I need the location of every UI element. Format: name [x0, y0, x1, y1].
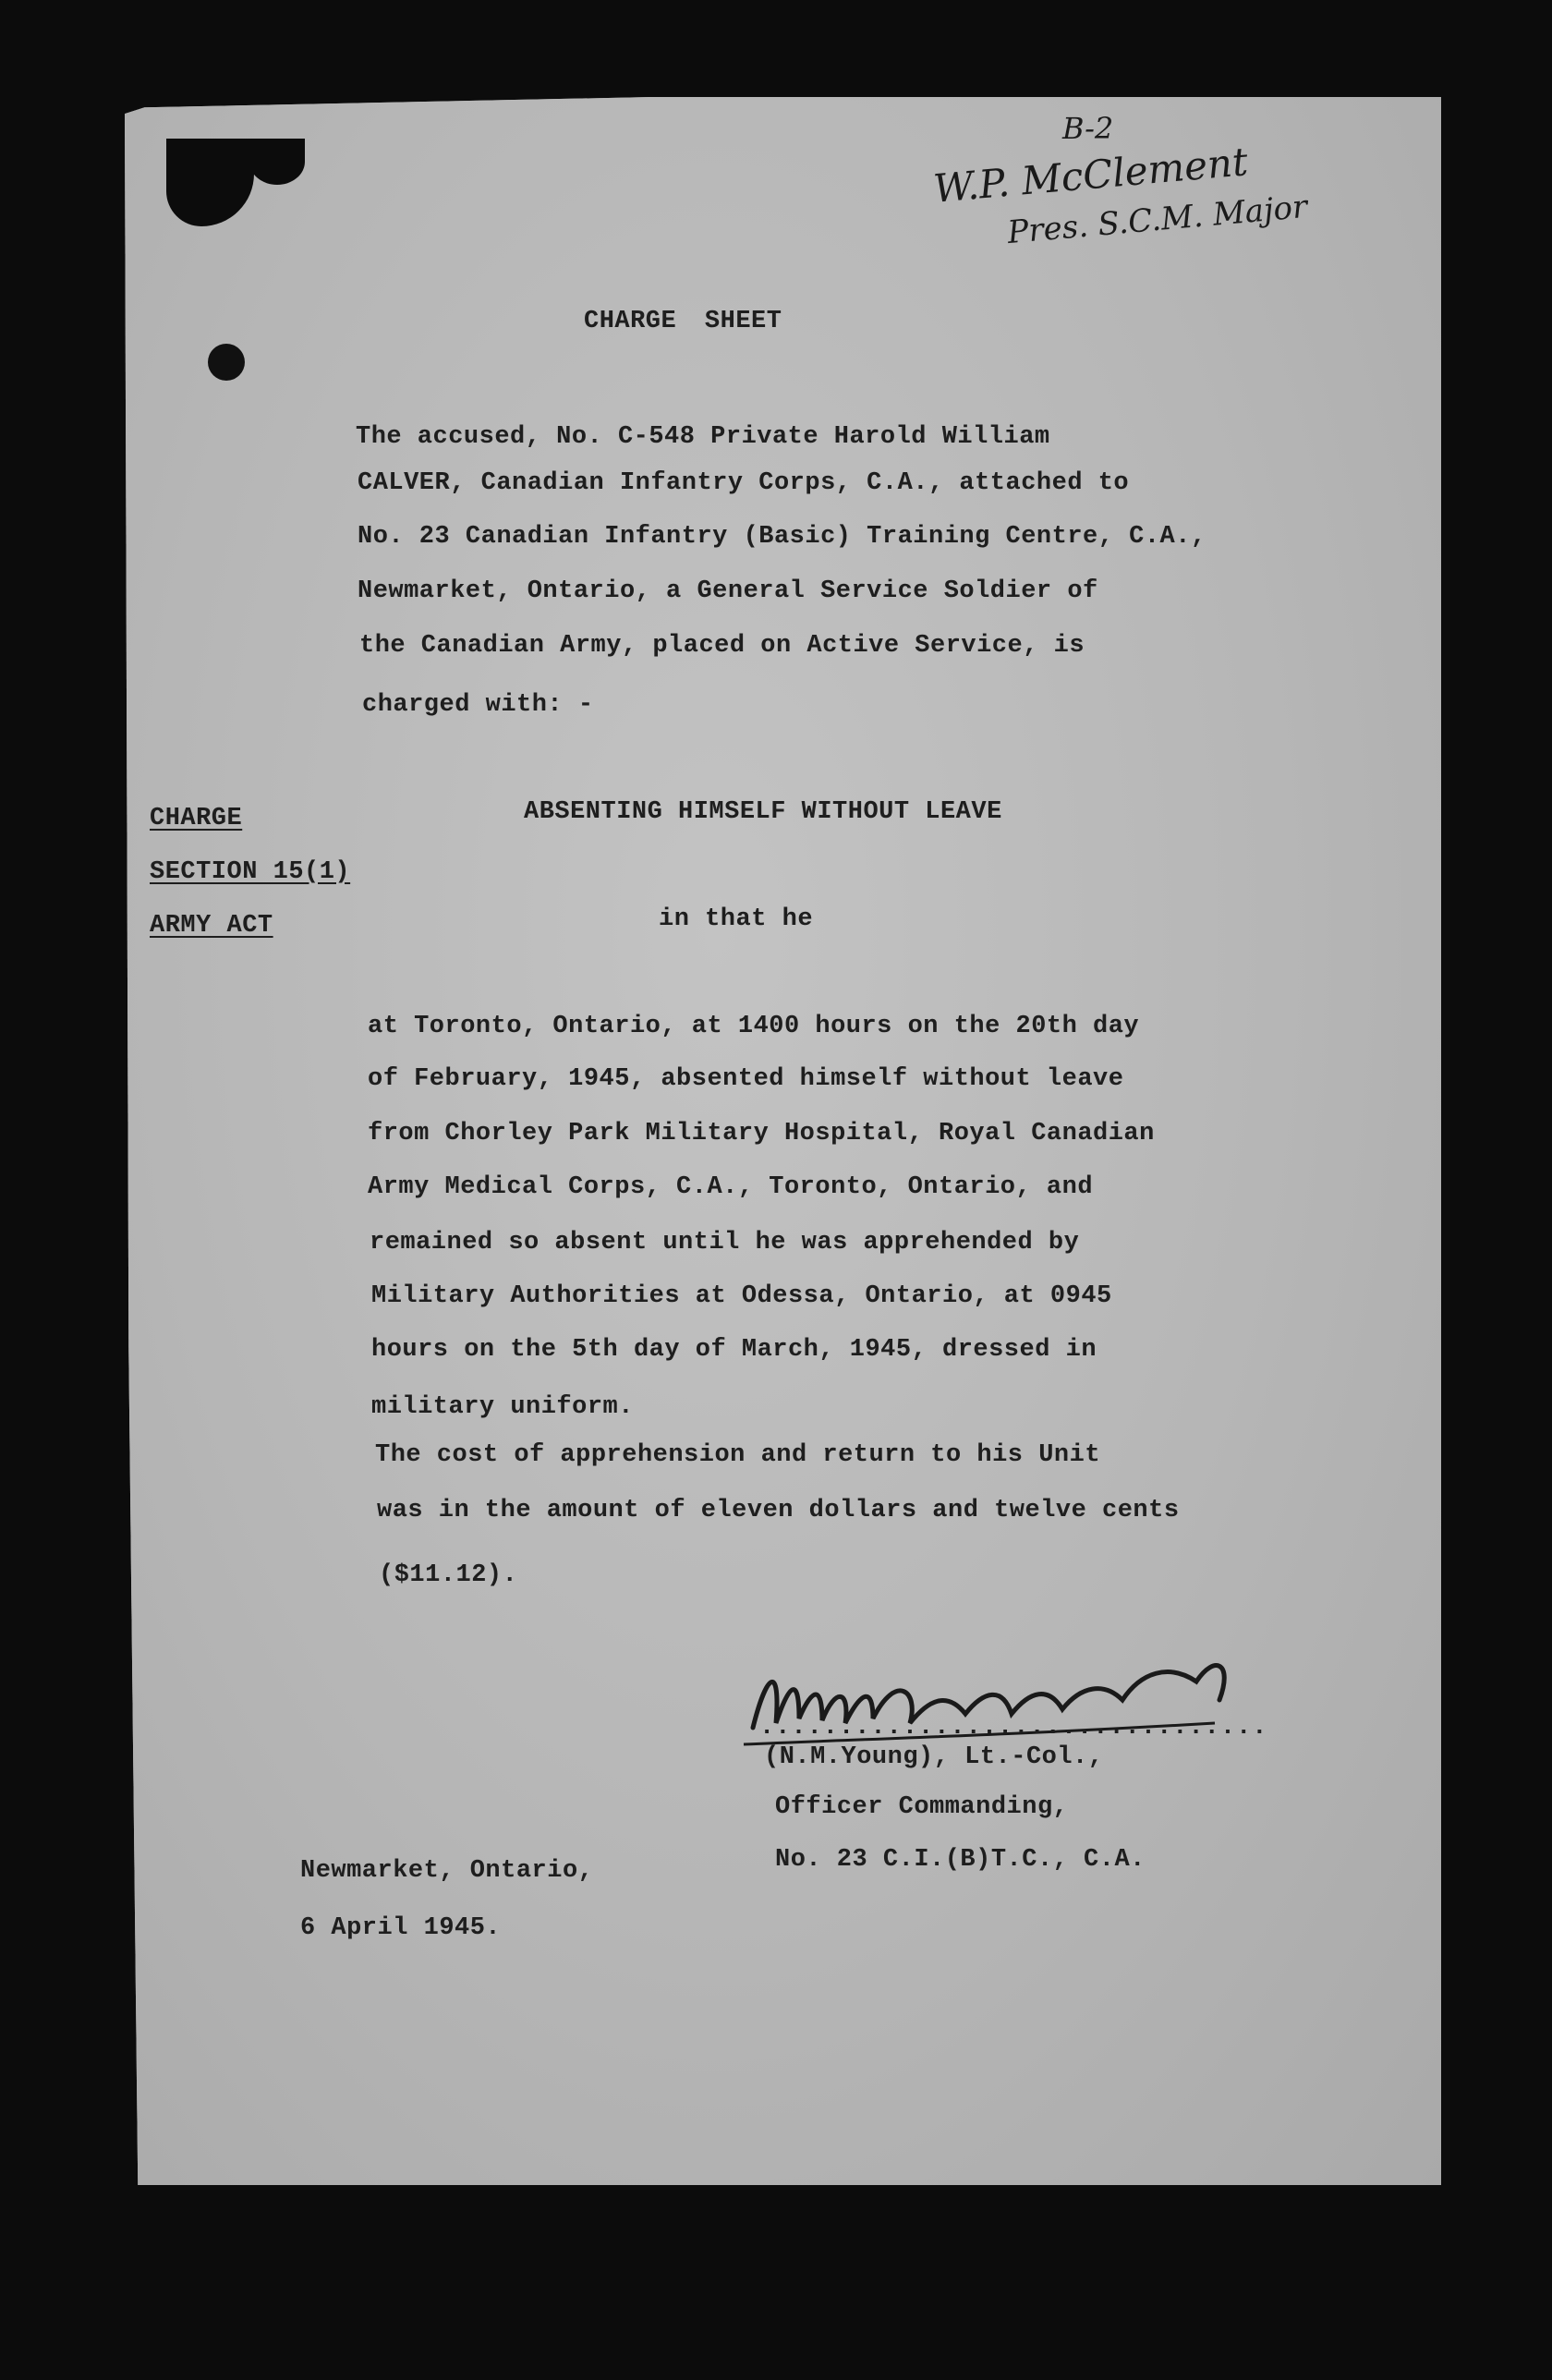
particulars-line: was in the amount of eleven dollars and twelve cents — [377, 1497, 1180, 1524]
intro-line: the Canadian Army, placed on Active Service, is — [359, 632, 1085, 660]
signature-name: (N.M.Young), Lt.-Col., — [764, 1743, 1104, 1771]
intro-line: CALVER, Canadian Infantry Corps, C.A., attached to — [358, 469, 1130, 497]
intro-line: charged with: - — [362, 691, 594, 719]
annotation-ref: B-2 — [1062, 111, 1114, 146]
annotation-title: Pres. S.C.M. Major — [1005, 188, 1309, 252]
annotation-name: W.P. McClement — [931, 139, 1250, 212]
torn-corner — [249, 139, 305, 185]
particulars-line: Army Medical Corps, C.A., Toronto, Ontario, and — [368, 1173, 1094, 1201]
particulars-line: remained so absent until he was apprehended by — [370, 1229, 1080, 1257]
place-line: Newmarket, Ontario, — [300, 1857, 594, 1885]
margin-label-charge: CHARGE — [150, 805, 243, 832]
charge-heading: ABSENTING HIMSELF WITHOUT LEAVE — [524, 798, 1002, 826]
margin-label-act: ARMY ACT — [150, 912, 273, 940]
particulars-line: The cost of apprehension and return to his Unit — [375, 1441, 1101, 1469]
particulars-line: from Chorley Park Military Hospital, Royal Canadian — [368, 1120, 1155, 1148]
intro-line: Newmarket, Ontario, a General Service Soldier of — [358, 577, 1098, 605]
signature-dots: ................................ — [759, 1714, 1268, 1742]
punch-hole — [208, 344, 245, 381]
page-title: CHARGE SHEET — [584, 308, 782, 335]
particulars-line: hours on the 5th day of March, 1945, dressed in — [371, 1336, 1097, 1364]
particulars-line: Military Authorities at Odessa, Ontario, at 0945 — [371, 1282, 1112, 1310]
signature-role: Officer Commanding, — [775, 1793, 1069, 1821]
date-line: 6 April 1945. — [300, 1914, 502, 1942]
signature-unit: No. 23 C.I.(B)T.C., C.A. — [775, 1846, 1146, 1874]
in-that-line: in that he — [659, 905, 814, 933]
particulars-line: ($11.12). — [379, 1561, 518, 1589]
particulars-line: of February, 1945, absented himself without leave — [368, 1065, 1124, 1093]
intro-line: No. 23 Canadian Infantry (Basic) Training Centre, C.A., — [358, 523, 1206, 551]
margin-label-section: SECTION 15(1) — [150, 858, 351, 886]
intro-line: The accused, No. C-548 Private Harold William — [356, 423, 1050, 451]
particulars-line: military uniform. — [371, 1393, 634, 1421]
particulars-line: at Toronto, Ontario, at 1400 hours on the 20th day — [368, 1013, 1140, 1040]
